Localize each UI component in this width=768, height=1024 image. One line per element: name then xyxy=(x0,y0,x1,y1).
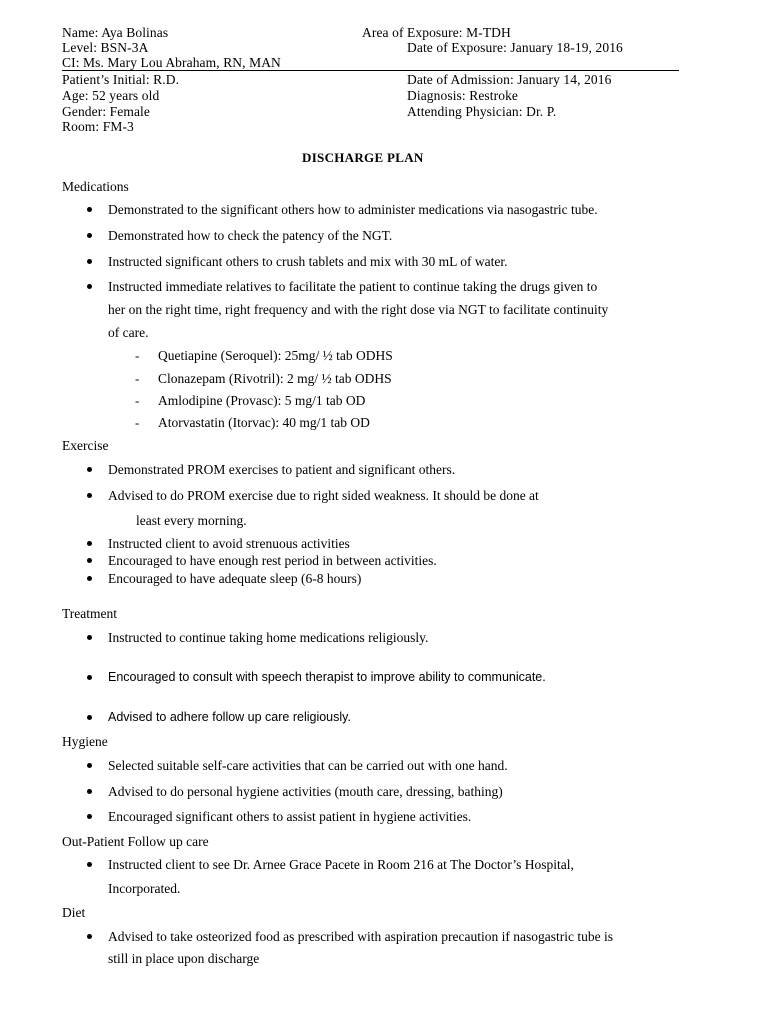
section-heading-exercise: Exercise xyxy=(62,438,109,453)
list-item: Instructed client to see Dr. Arnee Grace Pacete in Room 216 at The Doctor’s Hospital, xyxy=(108,857,574,872)
list-item: Demonstrated PROM exercises to patient and significant others. xyxy=(108,462,456,477)
bullet-icon xyxy=(87,763,92,768)
bullet-icon xyxy=(87,467,92,472)
bullet-icon xyxy=(87,541,92,546)
list-item: Advised to do PROM exercise due to right sided weakness. It should be done at xyxy=(108,488,539,503)
drug-item: Quetiapine (Seroquel): 25mg/ ½ tab ODHS xyxy=(158,348,393,363)
bullet-icon xyxy=(87,635,92,640)
patient-gender: Gender: Female xyxy=(62,104,150,119)
list-item: Encouraged to have adequate sleep (6-8 hours) xyxy=(108,571,362,586)
section-heading-outpatient: Out-Patient Follow up care xyxy=(62,834,209,849)
bullet-icon xyxy=(87,934,92,939)
list-item: Encouraged to consult with speech therapist to improve ability to communicate. xyxy=(108,670,546,684)
bullet-icon xyxy=(87,675,92,680)
section-heading-treatment: Treatment xyxy=(62,606,117,621)
date-of-admission: Date of Admission: January 14, 2016 xyxy=(407,72,612,87)
list-item: Instructed significant others to crush tablets and mix with 30 mL of water. xyxy=(108,254,508,269)
section-heading-diet: Diet xyxy=(62,905,86,920)
student-level: Level: BSN-3A xyxy=(62,40,149,55)
drug-item: Amlodipine (Provasc): 5 mg/1 tab OD xyxy=(158,393,366,408)
list-item-continuation: still in place upon discharge xyxy=(108,951,260,966)
patient-age: Age: 52 years old xyxy=(62,88,160,103)
list-item: Instructed to continue taking home medications religiously. xyxy=(108,630,429,645)
bullet-icon xyxy=(87,789,92,794)
dash-icon: - xyxy=(135,371,140,386)
bullet-icon xyxy=(87,862,92,867)
dash-icon: - xyxy=(135,415,140,430)
bullet-icon xyxy=(87,576,92,581)
list-item: Instructed client to avoid strenuous activities xyxy=(108,536,350,551)
bullet-icon xyxy=(87,493,92,498)
bullet-icon xyxy=(87,233,92,238)
clinical-instructor: CI: Ms. Mary Lou Abraham, RN, MAN xyxy=(62,55,281,70)
list-item-continuation: Incorporated. xyxy=(108,881,181,896)
student-name: Name: Aya Bolinas xyxy=(62,25,169,40)
attending-physician: Attending Physician: Dr. P. xyxy=(407,104,557,119)
drug-item: Clonazepam (Rivotril): 2 mg/ ½ tab ODHS xyxy=(158,371,392,386)
list-item: Demonstrated to the significant others how to administer medications via nasogastric tube. xyxy=(108,202,598,217)
list-item: Advised to do personal hygiene activities (mouth care, dressing, bathing) xyxy=(108,784,503,799)
list-item-continuation: of care. xyxy=(108,325,149,340)
bullet-icon xyxy=(87,259,92,264)
list-item: Advised to take osteorized food as prescribed with aspiration precaution if nasogastric tube is xyxy=(108,929,613,944)
section-heading-medications: Medications xyxy=(62,179,129,194)
bullet-icon xyxy=(87,207,92,212)
drug-item: Atorvastatin (Itorvac): 40 mg/1 tab OD xyxy=(158,415,370,430)
list-item-continuation: her on the right time, right frequency and with the right dose via NGT to facilitate continuity xyxy=(108,302,609,317)
dash-icon: - xyxy=(135,348,140,363)
bullet-icon xyxy=(87,558,92,563)
list-item: Instructed immediate relatives to facilitate the patient to continue taking the drugs given to xyxy=(108,279,598,294)
page-title: DISCHARGE PLAN xyxy=(302,150,424,165)
date-of-exposure: Date of Exposure: January 18-19, 2016 xyxy=(407,40,623,55)
area-of-exposure: Area of Exposure: M-TDH xyxy=(362,25,511,40)
list-item: Advised to adhere follow up care religiously. xyxy=(108,710,351,724)
dash-icon: - xyxy=(135,393,140,408)
bullet-icon xyxy=(87,284,92,289)
header-rule xyxy=(62,70,679,71)
list-item: Encouraged to have enough rest period in between activities. xyxy=(108,553,437,568)
list-item: Selected suitable self-care activities that can be carried out with one hand. xyxy=(108,758,508,773)
diagnosis: Diagnosis: Restroke xyxy=(407,88,519,103)
patient-initial: Patient’s Initial: R.D. xyxy=(62,72,180,87)
bullet-icon xyxy=(87,715,92,720)
list-item: Encouraged significant others to assist patient in hygiene activities. xyxy=(108,809,472,824)
list-item: Demonstrated how to check the patency of the NGT. xyxy=(108,228,393,243)
room: Room: FM-3 xyxy=(62,119,134,134)
section-heading-hygiene: Hygiene xyxy=(62,734,108,749)
list-item-continuation: least every morning. xyxy=(136,513,247,528)
bullet-icon xyxy=(87,814,92,819)
